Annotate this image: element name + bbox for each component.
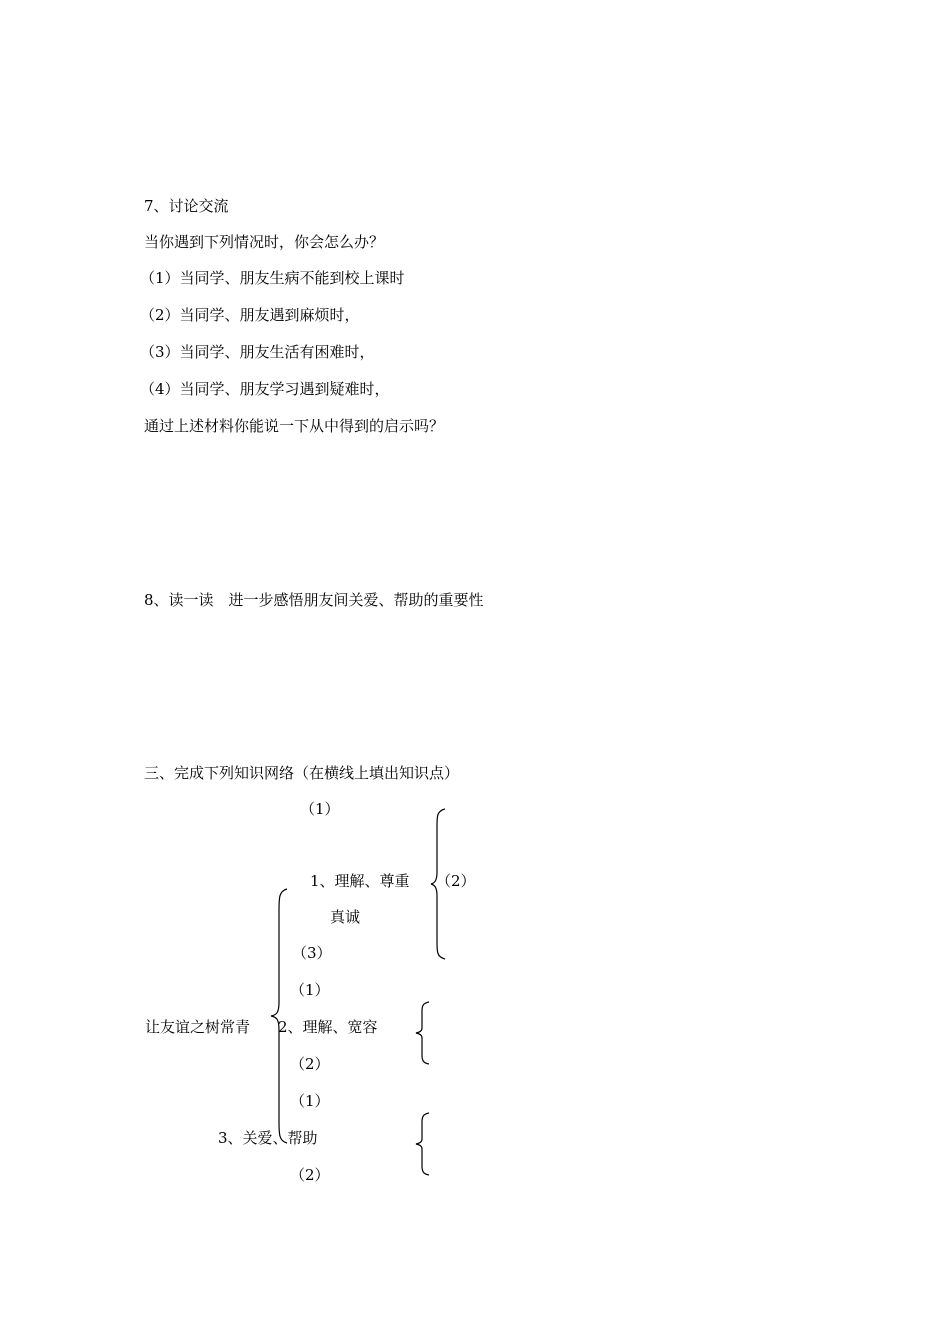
- section7-item-4: （4）当同学、朋友学习遇到疑难时，: [140, 380, 390, 398]
- branch2-sub-1: （1）: [290, 981, 330, 999]
- section8-title: 8、读一读 进一步感悟朋友间关爱、帮助的重要性: [144, 591, 484, 609]
- branch3-label: 3、关爱、帮助: [218, 1129, 318, 1147]
- brace-branch3: [414, 1112, 432, 1176]
- section7-item-2: （2）当同学、朋友遇到麻烦时，: [140, 306, 360, 324]
- branch1-sub-extra: 真诚: [330, 908, 361, 926]
- branch3-sub-2: （2）: [290, 1166, 330, 1184]
- branch1-sub-2: （2）: [436, 872, 476, 890]
- section3-title: 三、完成下列知识网络（在横线上填出知识点）: [144, 764, 460, 782]
- section7-title: 7、讨论交流: [144, 197, 229, 215]
- section7-item-1: （1）当同学、朋友生病不能到校上课时: [140, 269, 405, 287]
- branch1-sub-3: （3）: [292, 944, 332, 962]
- section7-question: 通过上述材料你能说一下从中得到的启示吗？: [144, 417, 445, 435]
- brace-branch1: [430, 808, 450, 960]
- section7-prompt: 当你遇到下列情况时，你会怎么办？: [144, 233, 385, 251]
- branch3-sub-1: （1）: [290, 1092, 330, 1110]
- network-root: 让友谊之树常青: [145, 1018, 251, 1036]
- branch1-sub-1: （1）: [300, 800, 340, 818]
- brace-branch2: [414, 1001, 432, 1065]
- branch2-sub-2: （2）: [290, 1055, 330, 1073]
- branch1-label: 1、理解、尊重: [310, 872, 410, 890]
- section7-item-3: （3）当同学、朋友生活有困难时，: [140, 343, 375, 361]
- branch2-label: 2、理解、宽容: [278, 1018, 378, 1036]
- brace-root: [268, 888, 290, 1144]
